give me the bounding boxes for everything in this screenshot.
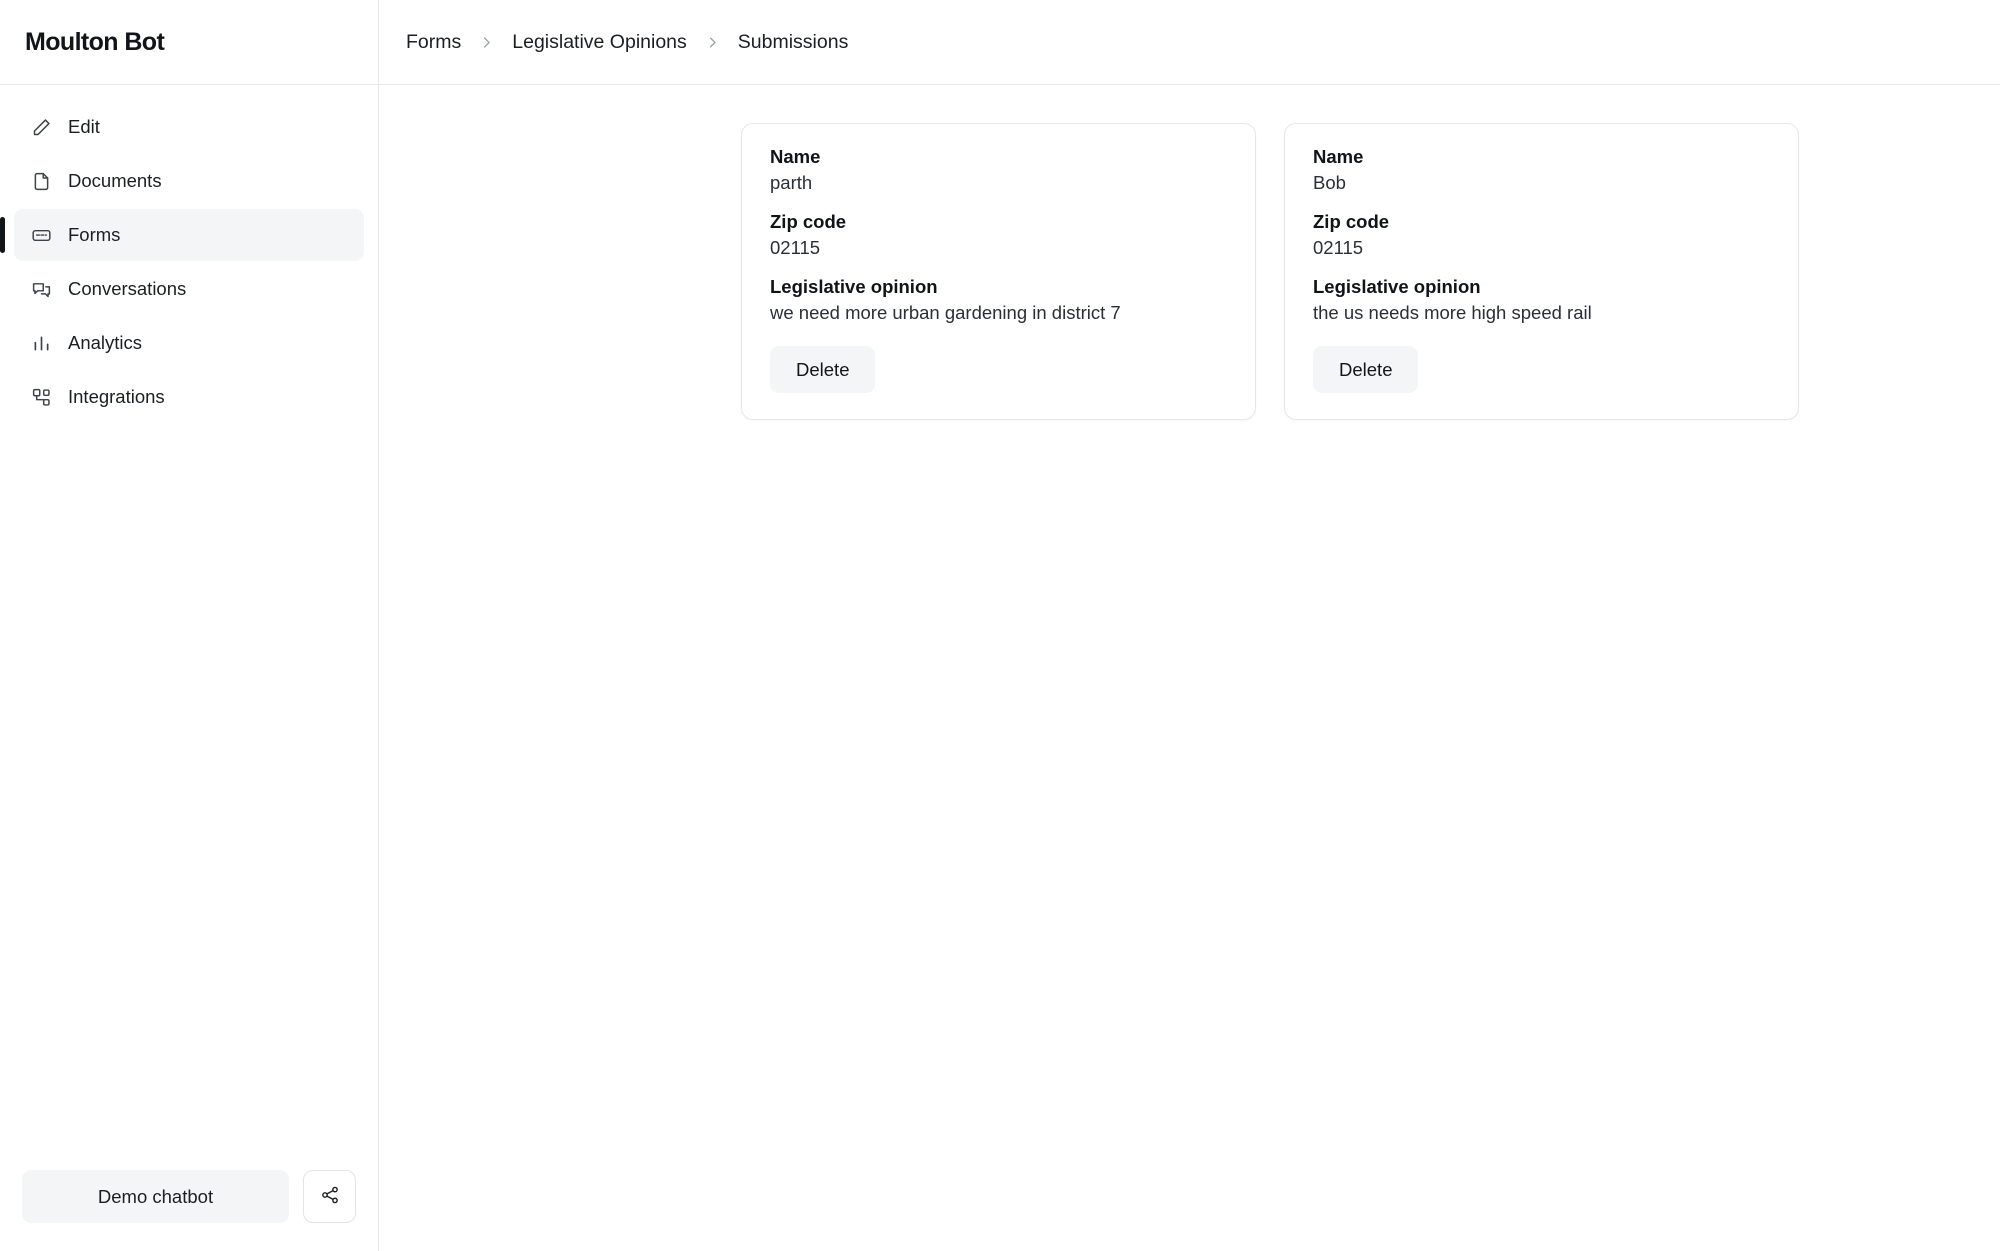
sidebar bbox=[0, 0, 379, 1251]
content-area bbox=[379, 85, 2000, 1251]
topbar bbox=[379, 0, 2000, 85]
breadcrumb-item-forms[interactable]: Forms bbox=[406, 30, 462, 53]
breadcrumb-item-legislative-opinions[interactable]: Legislative Opinions bbox=[512, 30, 687, 53]
field-value-opinion: we need more urban gardening in district 7 bbox=[770, 302, 1121, 323]
submission-card bbox=[741, 123, 1256, 420]
sidebar-item-integrations[interactable] bbox=[14, 371, 364, 423]
field-label-name: Name bbox=[1313, 146, 1364, 167]
main-area bbox=[379, 0, 2000, 1251]
sidebar-nav bbox=[0, 85, 378, 423]
sidebar-item-label: Edit bbox=[68, 115, 100, 137]
sidebar-item-conversations[interactable] bbox=[14, 263, 364, 315]
demo-chatbot-button[interactable]: Demo chatbot bbox=[22, 1170, 289, 1223]
sidebar-item-label: Documents bbox=[68, 169, 162, 191]
field-value-opinion: the us needs more high speed rail bbox=[1313, 302, 1592, 323]
sidebar-footer bbox=[0, 1170, 378, 1251]
integrations-icon bbox=[30, 386, 52, 408]
delete-button[interactable]: Delete bbox=[770, 346, 875, 393]
analytics-icon bbox=[30, 332, 52, 354]
sidebar-item-forms[interactable] bbox=[14, 209, 364, 261]
breadcrumb bbox=[406, 31, 848, 54]
document-icon bbox=[30, 170, 52, 192]
sidebar-header bbox=[0, 0, 378, 85]
field-value-name: parth bbox=[770, 172, 813, 193]
pencil-icon bbox=[30, 116, 52, 138]
field-label-opinion: Legislative opinion bbox=[770, 276, 938, 297]
form-icon bbox=[30, 224, 52, 246]
field-value-name: Bob bbox=[1313, 172, 1346, 193]
sidebar-item-edit[interactable] bbox=[14, 101, 364, 153]
sidebar-item-label: Conversations bbox=[68, 277, 187, 299]
field-label-zip: Zip code bbox=[1313, 211, 1390, 232]
conversations-icon bbox=[30, 278, 52, 300]
sidebar-item-label: Analytics bbox=[68, 331, 143, 353]
share-button[interactable] bbox=[303, 1170, 356, 1223]
field-value-zip: 02115 bbox=[1313, 237, 1364, 258]
sidebar-item-documents[interactable] bbox=[14, 155, 364, 207]
field-label-name: Name bbox=[770, 146, 821, 167]
field-label-opinion: Legislative opinion bbox=[1313, 276, 1481, 297]
chevron-right-icon bbox=[705, 35, 720, 50]
field-value-zip: 02115 bbox=[770, 237, 821, 258]
breadcrumb-item-submissions: Submissions bbox=[737, 30, 849, 53]
sidebar-item-label: Integrations bbox=[68, 385, 165, 407]
share-icon bbox=[320, 1185, 340, 1208]
brand-title: Moulton Bot bbox=[25, 27, 165, 56]
submission-card bbox=[1284, 123, 1799, 420]
submission-card-list bbox=[379, 123, 2000, 420]
chevron-right-icon bbox=[479, 35, 494, 50]
delete-button[interactable]: Delete bbox=[1313, 346, 1418, 393]
field-label-zip: Zip code bbox=[770, 211, 847, 232]
sidebar-item-analytics[interactable] bbox=[14, 317, 364, 369]
sidebar-item-label: Forms bbox=[68, 223, 121, 245]
